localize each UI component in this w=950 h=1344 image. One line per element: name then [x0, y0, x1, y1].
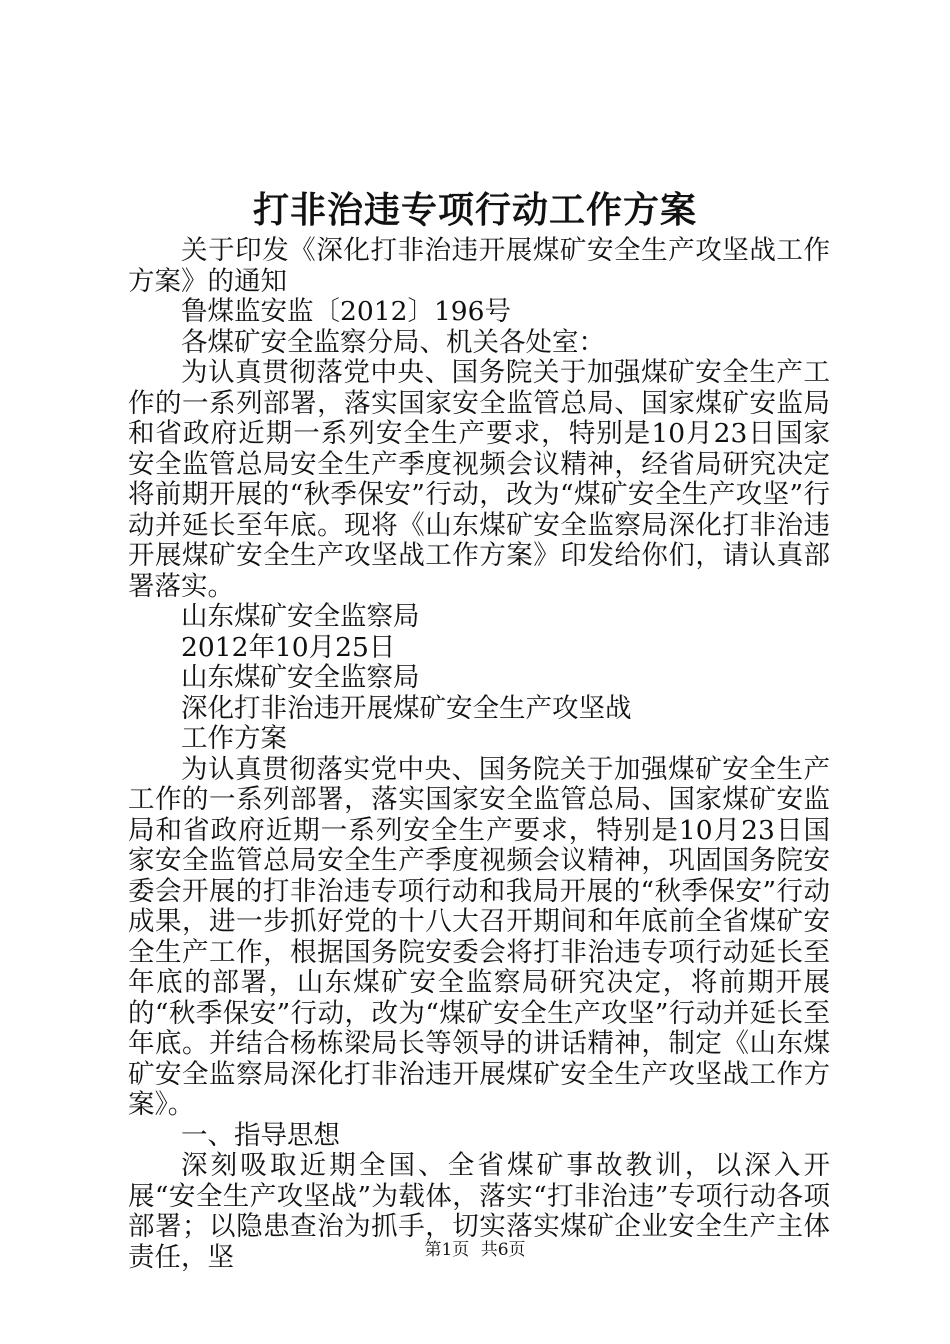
signature-organization: 山东煤矿安全监察局 [181, 601, 420, 632]
addressee: 各煤矿安全监察分局、机关各处室： [181, 326, 605, 358]
plan-title-line-1: 深化打非治违开展煤矿安全生产攻坚战 [181, 692, 632, 724]
plan-title-line-2: 工作方案 [181, 723, 287, 754]
document-number: 鲁煤监安监〔2012〕196号 [181, 296, 512, 327]
section-1-heading: 一、指导思想 [181, 1119, 340, 1151]
notice-body-paragraph: 为认真贯彻落党中央、国务院关于加强煤矿安全生产工作的一系列部署，落实国家安全监管总局、国家煤矿安监局和省政府近期一系列安全生产要求，特别是10月23日国家安全监管总局安全生产季度视频会议精神，经省局研究决定将前期开展的“秋季保安”行动，改为“煤矿安全生产攻坚”行动并延长至年底。现将《山东煤矿安全监察局深化打非治违开展煤矿安全生产攻坚战工作方案》印发给你们，请认真部署落实。 [128, 357, 830, 602]
signature-date: 2012年10月25日 [181, 631, 396, 663]
plan-organization: 山东煤矿安全监察局 [181, 662, 420, 693]
document-title: 打非治违专项行动工作方案 [252, 189, 697, 231]
notice-heading: 关于印发《深化打非治违开展煤矿安全生产攻坚战工作方案》的通知 [128, 235, 830, 297]
plan-body-paragraph: 为认真贯彻落实党中央、国务院关于加强煤矿安全生产工作的一系列部署，落实国家安全监管总局、国家煤矿安监局和省政府近期一系列安全生产要求，特别是10月23日国家安全监管总局安全生产季度视频会议精神，巩固国务院安委会开展的打非治违专项行动和我局开展的“秋季保安”行动成果，进一步抓好党的十八大召开期间和年底前全省煤矿安全生产工作，根据国务院安委会将打非治违专项行动延长至年底的部署，山东煤矿安全监察局研究决定，将前期开展的“秋季保安”行动，改为“煤矿安全生产攻坚”行动并延长至年底。并结合杨栋梁局长等领导的讲话精神，制定《山东煤矿安全监察局深化打非治违开展煤矿安全生产攻坚战工作方案》。 [128, 753, 830, 1120]
section-1-body: 深刻吸取近期全国、全省煤矿事故教训，以深入开展“安全生产攻坚战”为载体，落实“打非治违”专项行动各项部署；以隐患查治为抓手，切实落实煤矿企业安全生产主体责任，坚 [128, 1150, 830, 1273]
document-body [128, 236, 830, 1273]
page-number-footer: 第1页 共6页 [424, 1240, 526, 1260]
